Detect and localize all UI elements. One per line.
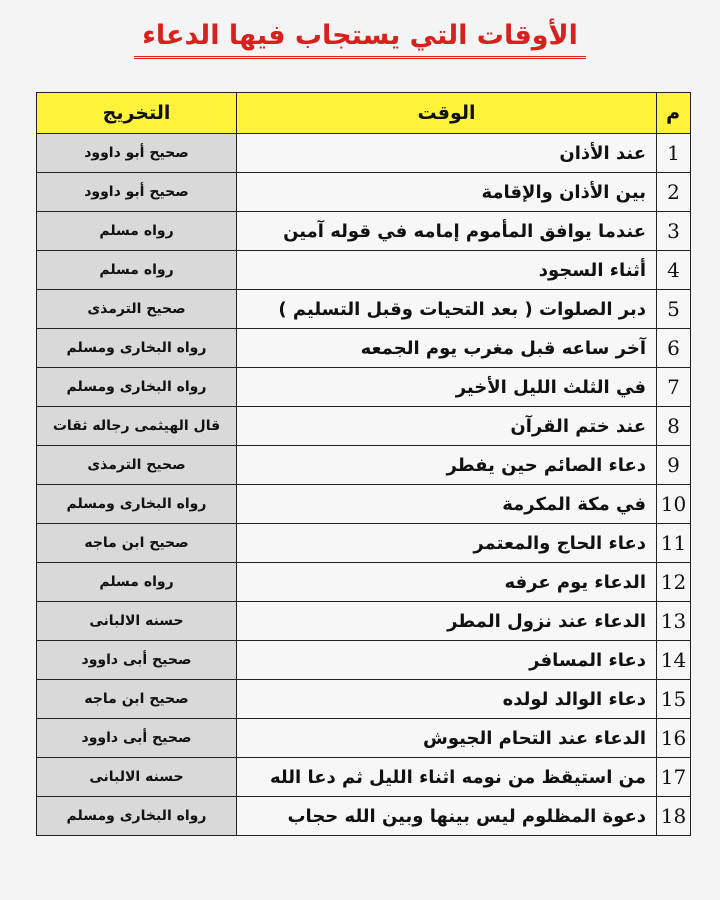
table-row [37,680,691,719]
row-time: عندما يوافق المأموم إمامه في قوله آمين [237,212,657,251]
table-row [37,329,691,368]
row-source: صحيح ابن ماجه [37,680,237,719]
row-time: الدعاء يوم عرفه [237,563,657,602]
table-row [37,719,691,758]
row-number: 14 [657,641,691,680]
row-time: في الثلث الليل الأخير [237,368,657,407]
table-row [37,407,691,446]
row-number: 4 [657,251,691,290]
row-source: قال الهيثمى رجاله ثقات [37,407,237,446]
row-number: 17 [657,758,691,797]
page-title: الأوقات التي يستجاب فيها الدعاء [134,18,586,59]
table-row [37,212,691,251]
row-source: رواه مسلم [37,212,237,251]
row-number: 1 [657,134,691,173]
table-row [37,173,691,212]
row-source: صحيح أبى داوود [37,719,237,758]
row-number: 8 [657,407,691,446]
row-source: رواه البخارى ومسلم [37,368,237,407]
row-time: في مكة المكرمة [237,485,657,524]
title-wrapper [0,18,720,59]
table-row [37,485,691,524]
row-source: صحيح الترمذى [37,446,237,485]
row-time: الدعاء عند نزول المطر [237,602,657,641]
row-number: 5 [657,290,691,329]
table-row [37,758,691,797]
prayer-times-sheet [36,92,690,836]
row-number: 6 [657,329,691,368]
row-time: الدعاء عند التحام الجيوش [237,719,657,758]
table-row [37,797,691,836]
row-time: دعاء الصائم حين يفطر [237,446,657,485]
table-row [37,446,691,485]
table-row [37,368,691,407]
table-row [37,641,691,680]
row-source: صحيح ابن ماجه [37,524,237,563]
row-time: بين الأذان والإقامة [237,173,657,212]
row-source: رواه البخارى ومسلم [37,797,237,836]
row-number: 11 [657,524,691,563]
row-number: 10 [657,485,691,524]
table-header-row [37,93,691,134]
row-time: دعاء المسافر [237,641,657,680]
header-num: م [657,93,691,134]
row-time: دعاء الحاج والمعتمر [237,524,657,563]
row-source: رواه البخارى ومسلم [37,329,237,368]
prayer-times-table [36,92,691,836]
table-row [37,290,691,329]
row-number: 15 [657,680,691,719]
header-time: الوقت [237,93,657,134]
row-source: رواه مسلم [37,563,237,602]
row-source: حسنه الالبانى [37,602,237,641]
row-time: عند ختم القرآن [237,407,657,446]
row-number: 12 [657,563,691,602]
table-row [37,251,691,290]
header-source: التخريج [37,93,237,134]
row-number: 18 [657,797,691,836]
row-time: دعاء الوالد لولده [237,680,657,719]
table-row [37,134,691,173]
row-time: دعوة المظلوم ليس بينها وبين الله حجاب [237,797,657,836]
row-time: من استيقظ من نومه اثناء الليل ثم دعا الله [237,758,657,797]
row-number: 2 [657,173,691,212]
row-number: 3 [657,212,691,251]
row-number: 7 [657,368,691,407]
row-source: رواه مسلم [37,251,237,290]
table-row [37,524,691,563]
row-number: 16 [657,719,691,758]
row-number: 9 [657,446,691,485]
row-source: صحيح الترمذى [37,290,237,329]
row-time: دبر الصلوات ( بعد التحيات وقبل التسليم ) [237,290,657,329]
table-row [37,563,691,602]
row-number: 13 [657,602,691,641]
row-time: عند الأذان [237,134,657,173]
row-source: حسنه الالبانى [37,758,237,797]
table-row [37,602,691,641]
row-source: صحيح أبو داوود [37,134,237,173]
row-source: رواه البخارى ومسلم [37,485,237,524]
row-time: آخر ساعه قبل مغرب يوم الجمعه [237,329,657,368]
row-source: صحيح أبى داوود [37,641,237,680]
row-source: صحيح أبو داوود [37,173,237,212]
row-time: أثناء السجود [237,251,657,290]
